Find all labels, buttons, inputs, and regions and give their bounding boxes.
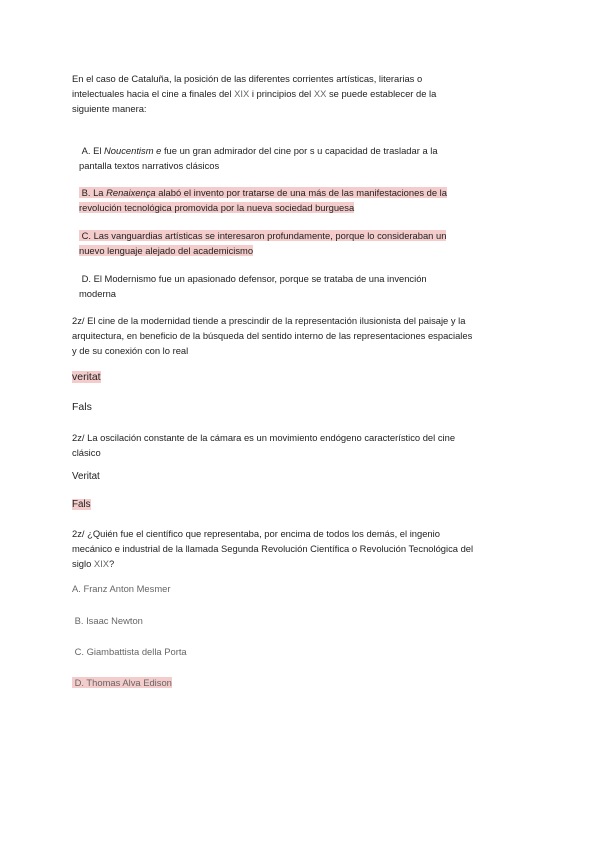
q1-option-c[interactable]: C. Las vanguardias artísticas se interesaron profundamente, porque lo consideraban un nuevo lenguaje alejado del academicismo: [79, 230, 447, 256]
q3-question: 2z/ La oscilación constante de la cámara es un movimiento endógeno característico del cine clásico: [72, 432, 456, 458]
intro-line-1: En el caso de Cataluña, la posición de las diferentes corrientes artísticas, literarias o: [72, 73, 423, 84]
q1-option-a[interactable]: A. El Noucentism e fue un gran admirador del cine por s u capacidad de trasladar a la pantalla textos narrativos clásicos: [79, 145, 438, 171]
q1-option-b[interactable]: B. La Renaixença alabó el invento por tratarse de una más de las manifestaciones de la revolución tecnológica promovida por la nueva sociedad burguesa: [79, 187, 447, 213]
intro-paragraph: [72, 71, 532, 116]
q2-question: 2z/ El cine de la modernidad tiende a prescindir de la representación ilusionista del paisaje y la arquitectura, en beneficio de la búsqueda del sentido interno de las representaciones espaciales y de su conexión con lo real: [72, 315, 473, 356]
intro-line-2: intelectuales hacia el cine a finales del XIX i principios del XX se puede establecer de la: [72, 88, 437, 99]
q3-answer-false[interactable]: Fals: [72, 499, 91, 510]
q2-answer-false[interactable]: Fals: [72, 401, 92, 413]
q4-option-b[interactable]: B. Isaac Newton: [74, 615, 143, 626]
roman-numeral-xix: XIX: [234, 88, 250, 99]
roman-numeral-xix: XIX: [93, 558, 110, 569]
intro-line-3: siguiente manera:: [72, 103, 147, 114]
q4-option-d[interactable]: D. Thomas Alva Edison: [72, 675, 532, 690]
q2-answer-true[interactable]: veritat: [72, 371, 101, 383]
q4-question: 2z/ ¿Quién fue el científico que representaba, por encima de todos los demás, el ingenio mecánico e industrial de la llamada Segunda Revolución Científica o Revolución Tecnológica del siglo XIX?: [72, 528, 474, 569]
q4-option-a[interactable]: A. Franz Anton Mesmer: [72, 583, 171, 594]
q1-option-d[interactable]: D. El Modernismo fue un apasionado defensor, porque se trataba de una invención moderna: [79, 273, 427, 299]
roman-numeral-xx: XX: [313, 88, 327, 99]
q3-answer-true[interactable]: Veritat: [72, 471, 100, 482]
q4-option-c[interactable]: C. Giambattista della Porta: [74, 646, 187, 657]
